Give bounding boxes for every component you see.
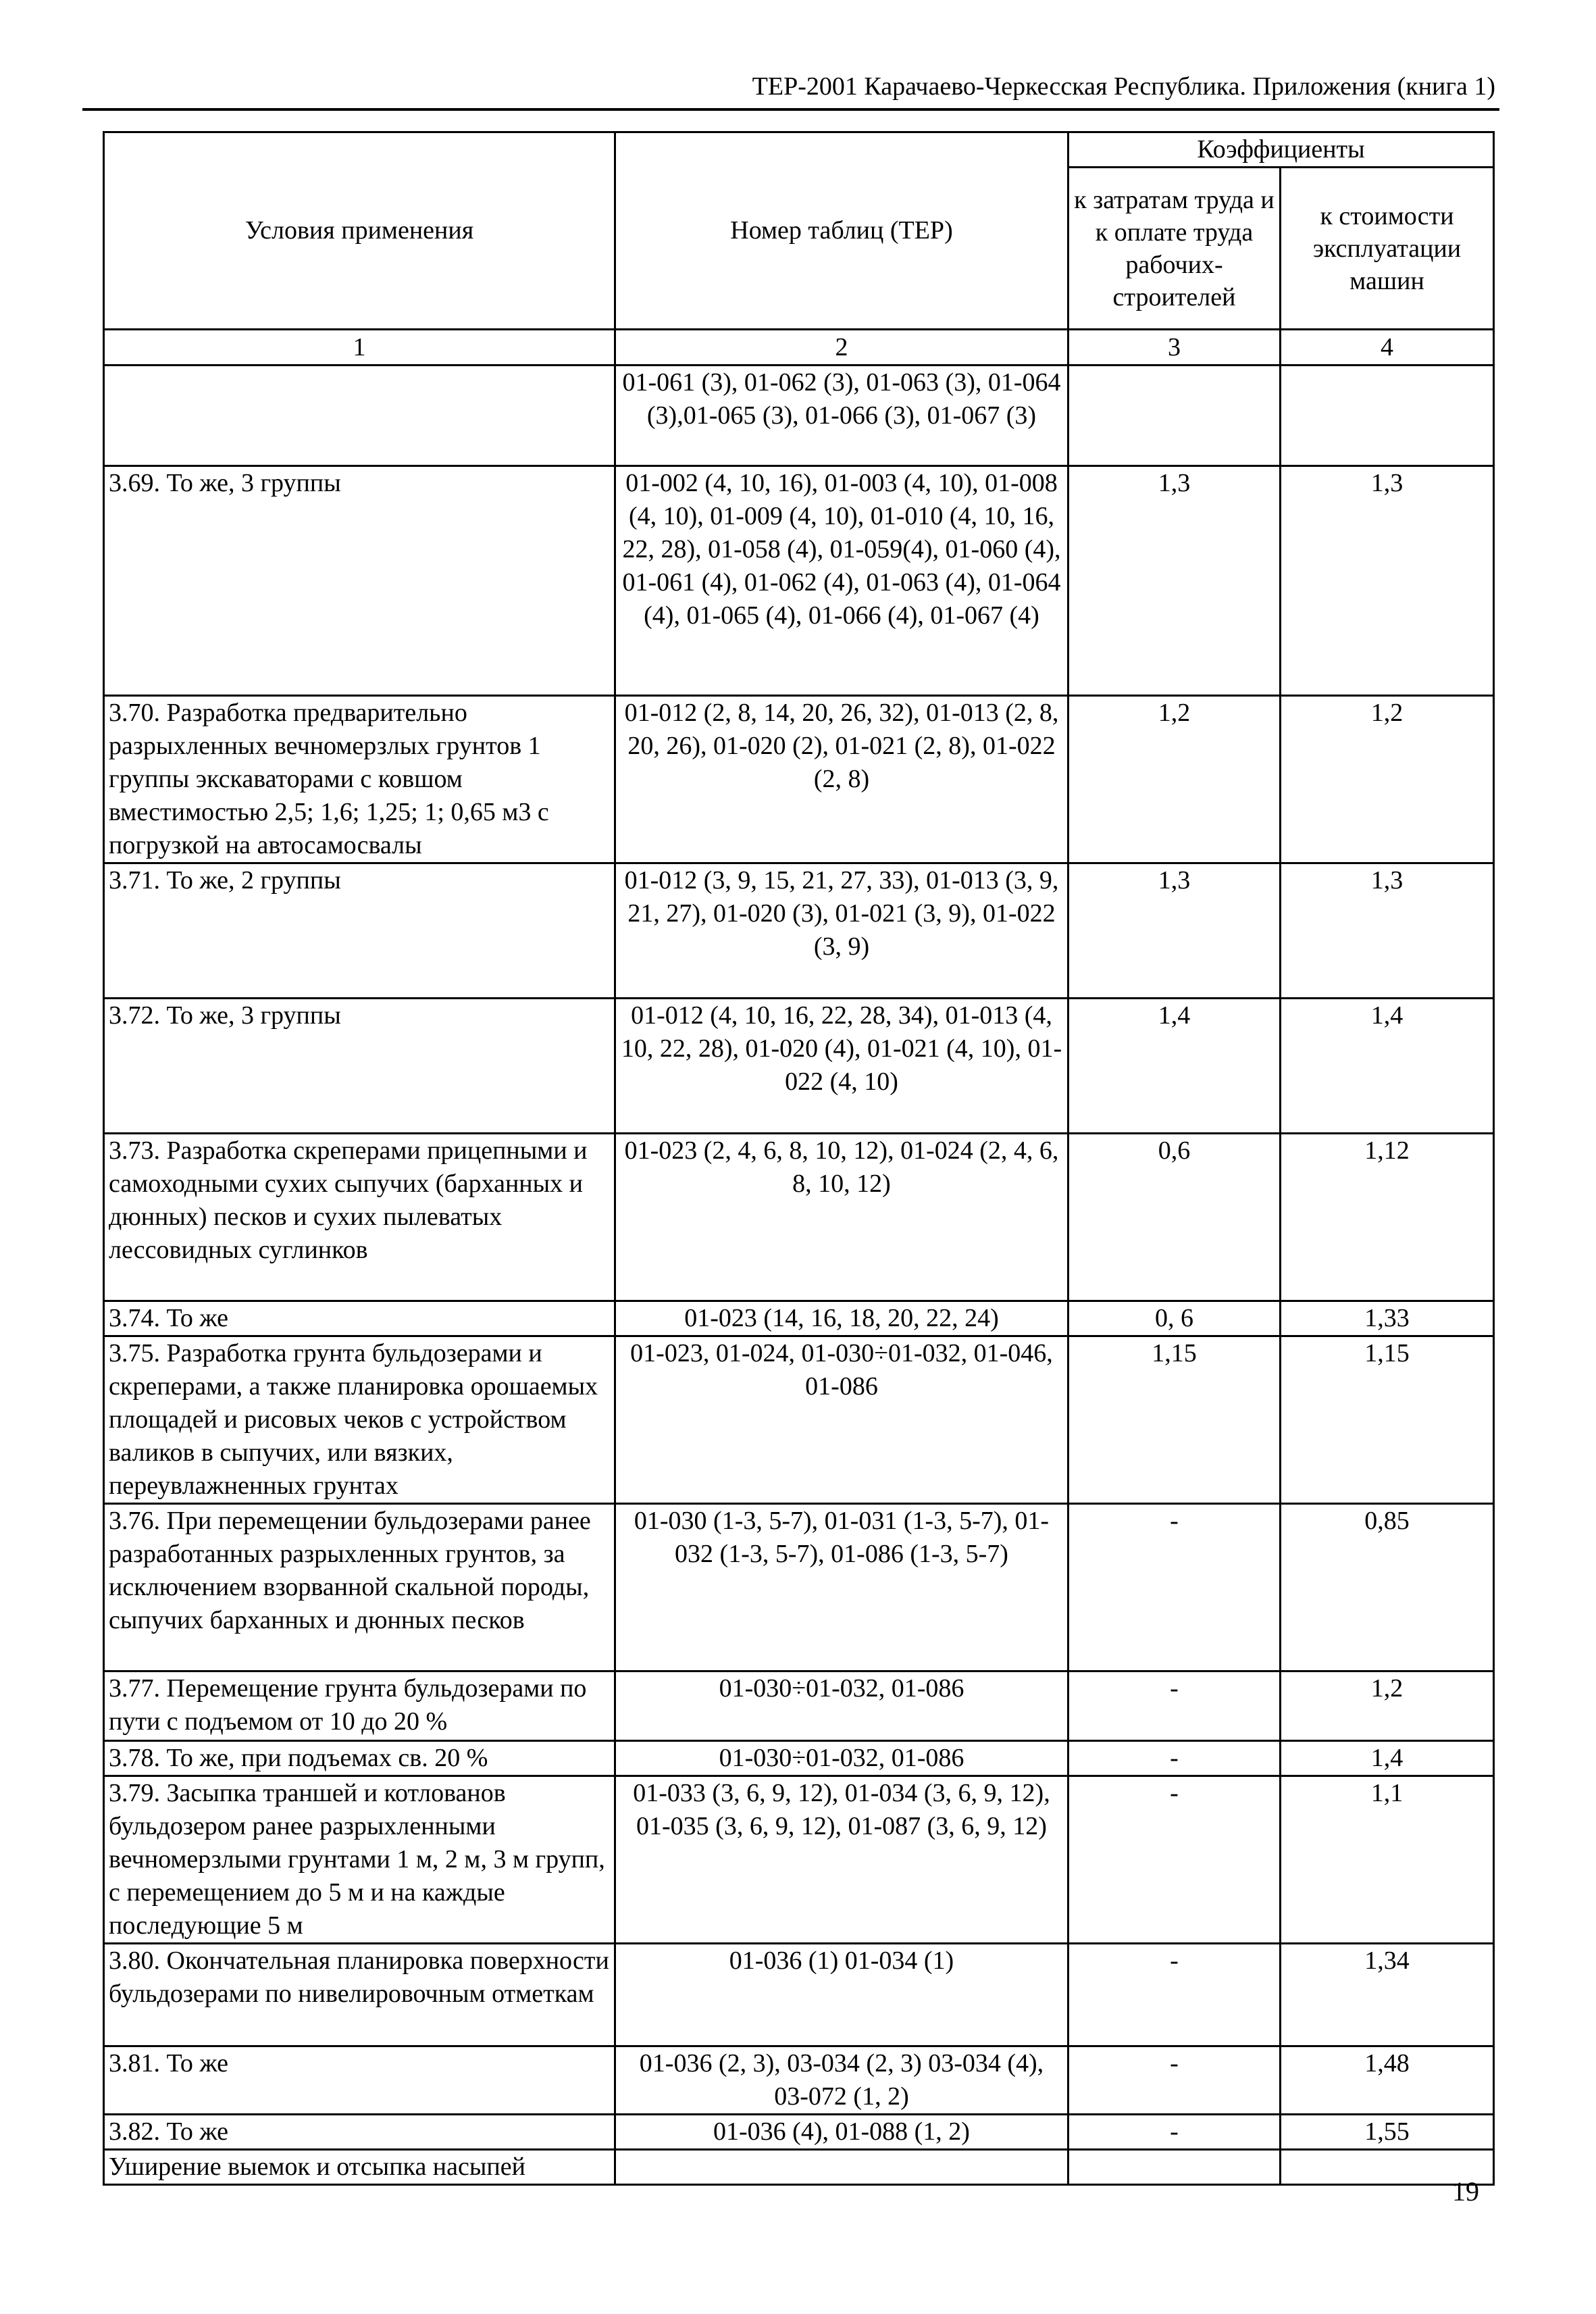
row-machine-coef: 1,34 — [1281, 1944, 1494, 2046]
row-condition: 3.70. Разработка предварительно разрыхленных вечномерзлых грунтов 1 группы экскаваторами с ковшом вместимостью 2,5; 1,6; 1,25; 1; 0,65 м3 с погрузкой на автосамосвалы — [104, 696, 615, 863]
table-row — [104, 999, 1494, 1134]
row-machine-coef: 1,15 — [1281, 1336, 1494, 1504]
row-tables: 01-061 (3), 01-062 (3), 01-063 (3), 01-064 (3),01-065 (3), 01-066 (3), 01-067 (3) — [615, 366, 1069, 466]
row-machine-coef: 1,48 — [1281, 2046, 1494, 2115]
row-condition: 3.69. То же, 3 группы — [104, 466, 615, 696]
table-row — [104, 863, 1494, 999]
row-machine-coef: 1,1 — [1281, 1776, 1494, 1944]
row-condition — [104, 366, 615, 466]
page-number: 19 — [1452, 2176, 1479, 2207]
row-labor-coef: - — [1069, 2046, 1281, 2115]
row-labor-coef: 0, 6 — [1069, 1301, 1281, 1336]
row-tables: 01-023 (14, 16, 18, 20, 22, 24) — [615, 1301, 1069, 1336]
row-machine-coef: 1,55 — [1281, 2115, 1494, 2150]
row-labor-coef: - — [1069, 1944, 1281, 2046]
coefficients-table — [103, 131, 1495, 2186]
table-row — [104, 1944, 1494, 2046]
row-tables: 01-012 (3, 9, 15, 21, 27, 33), 01-013 (3, 9, 21, 27), 01-020 (3), 01-021 (3, 9), 01-022 (3, 9) — [615, 863, 1069, 999]
row-labor-coef: 1,4 — [1069, 999, 1281, 1134]
row-condition: 3.78. То же, при подъемах св. 20 % — [104, 1741, 615, 1776]
row-labor-coef: 1,15 — [1069, 1336, 1281, 1504]
row-condition: 3.71. То же, 2 группы — [104, 863, 615, 999]
table-row — [104, 1336, 1494, 1504]
table-row — [104, 2115, 1494, 2150]
column-number: 2 — [615, 330, 1069, 366]
row-labor-coef: - — [1069, 1776, 1281, 1944]
row-tables: 01-036 (2, 3), 03-034 (2, 3) 03-034 (4), 03-072 (1, 2) — [615, 2046, 1069, 2115]
header-coefficients: Коэффициенты — [1069, 132, 1494, 168]
row-condition: 3.79. Засыпка траншей и котлованов бульдозером ранее разрыхленными вечномерзлыми грунтами 1 м, 2 м, 3 м групп, с перемещением до 5 м и на каждые последующие 5 м — [104, 1776, 615, 1944]
row-tables: 01-036 (4), 01-088 (1, 2) — [615, 2115, 1069, 2150]
header-title: ТЕР-2001 Карачаево-Черкесская Республика. Приложения (книга 1) — [752, 72, 1495, 101]
row-tables: 01-012 (4, 10, 16, 22, 28, 34), 01-013 (4, 10, 22, 28), 01-020 (4), 01-021 (4, 10), 01-022 (4, 10) — [615, 999, 1069, 1134]
row-machine-coef: 1,33 — [1281, 1301, 1494, 1336]
row-tables: 01-033 (3, 6, 9, 12), 01-034 (3, 6, 9, 12), 01-035 (3, 6, 9, 12), 01-087 (3, 6, 9, 12) — [615, 1776, 1069, 1944]
row-tables: 01-023, 01-024, 01-030÷01-032, 01-046, 01-086 — [615, 1336, 1069, 1504]
header-labor: к затратам труда и к оплате труда рабочих-строителей — [1069, 168, 1281, 330]
row-labor-coef: 0,6 — [1069, 1134, 1281, 1301]
row-labor-coef — [1069, 2150, 1281, 2185]
row-condition: 3.81. То же — [104, 2046, 615, 2115]
page-header — [82, 66, 1499, 111]
table-row — [104, 1671, 1494, 1741]
row-condition: Уширение выемок и отсыпка насыпей — [104, 2150, 615, 2185]
row-labor-coef: 1,2 — [1069, 696, 1281, 863]
row-condition: 3.76. При перемещении бульдозерами ранее разработанных разрыхленных грунтов, за исключением взорванной скальной породы, сыпучих барханных и дюнных песков — [104, 1504, 615, 1671]
row-tables: 01-036 (1) 01-034 (1) — [615, 1944, 1069, 2046]
table-row — [104, 2046, 1494, 2115]
row-condition: 3.73. Разработка скреперами прицепными и самоходными сухих сыпучих (барханных и дюнных) песков и сухих пылеватых лессовидных суглинков — [104, 1134, 615, 1301]
table-row — [104, 366, 1494, 466]
table-row — [104, 1741, 1494, 1776]
row-condition: 3.82. То же — [104, 2115, 615, 2150]
header-conditions: Условия применения — [104, 132, 615, 330]
header-tables: Номер таблиц (ТЕР) — [615, 132, 1069, 330]
table-row — [104, 466, 1494, 696]
row-machine-coef — [1281, 366, 1494, 466]
row-machine-coef: 1,2 — [1281, 1671, 1494, 1741]
row-labor-coef: - — [1069, 1671, 1281, 1741]
row-tables: 01-023 (2, 4, 6, 8, 10, 12), 01-024 (2, 4, 6, 8, 10, 12) — [615, 1134, 1069, 1301]
column-number: 4 — [1281, 330, 1494, 366]
row-labor-coef: - — [1069, 2115, 1281, 2150]
row-labor-coef: - — [1069, 1504, 1281, 1671]
row-labor-coef: 1,3 — [1069, 466, 1281, 696]
row-labor-coef: 1,3 — [1069, 863, 1281, 999]
table-row — [104, 1776, 1494, 1944]
row-machine-coef: 1,2 — [1281, 696, 1494, 863]
column-number: 3 — [1069, 330, 1281, 366]
row-tables: 01-012 (2, 8, 14, 20, 26, 32), 01-013 (2, 8, 20, 26), 01-020 (2), 01-021 (2, 8), 01-022 (2, 8) — [615, 696, 1069, 863]
row-condition: 3.80. Окончательная планировка поверхности бульдозерами по нивелировочным отметкам — [104, 1944, 615, 2046]
row-labor-coef — [1069, 366, 1281, 466]
row-tables — [615, 2150, 1069, 2185]
row-condition: 3.74. То же — [104, 1301, 615, 1336]
row-tables: 01-030÷01-032, 01-086 — [615, 1671, 1069, 1741]
row-machine-coef: 1,3 — [1281, 466, 1494, 696]
row-tables: 01-030÷01-032, 01-086 — [615, 1741, 1069, 1776]
table-row — [104, 1301, 1494, 1336]
row-machine-coef: 1,4 — [1281, 1741, 1494, 1776]
table-row — [104, 1134, 1494, 1301]
row-machine-coef: 1,3 — [1281, 863, 1494, 999]
row-labor-coef: - — [1069, 1741, 1281, 1776]
row-tables: 01-002 (4, 10, 16), 01-003 (4, 10), 01-008 (4, 10), 01-009 (4, 10), 01-010 (4, 10, 16, 22, 28), 01-058 (4), 01-059(4), 01-060 (4), 01-061 (4), 01-062 (4), 01-063 (4), 01-064 (4), 01-065 (4), 01-066 (4), 01-067 (4) — [615, 466, 1069, 696]
table-row — [104, 696, 1494, 863]
header-machines: к стоимости эксплуатации машин — [1281, 168, 1494, 330]
row-condition: 3.75. Разработка грунта бульдозерами и скреперами, а также планировка орошаемых площадей и рисовых чеков с устройством валиков в сыпучих, или вязких, переувлажненных грунтах — [104, 1336, 615, 1504]
row-machine-coef: 0,85 — [1281, 1504, 1494, 1671]
row-tables: 01-030 (1-3, 5-7), 01-031 (1-3, 5-7), 01-032 (1-3, 5-7), 01-086 (1-3, 5-7) — [615, 1504, 1069, 1671]
row-condition: 3.77. Перемещение грунта бульдозерами по пути с подъемом от 10 до 20 % — [104, 1671, 615, 1741]
table-row — [104, 1504, 1494, 1671]
row-machine-coef: 1,12 — [1281, 1134, 1494, 1301]
column-number: 1 — [104, 330, 615, 366]
table-row — [104, 2150, 1494, 2185]
row-machine-coef: 1,4 — [1281, 999, 1494, 1134]
row-condition: 3.72. То же, 3 группы — [104, 999, 615, 1134]
